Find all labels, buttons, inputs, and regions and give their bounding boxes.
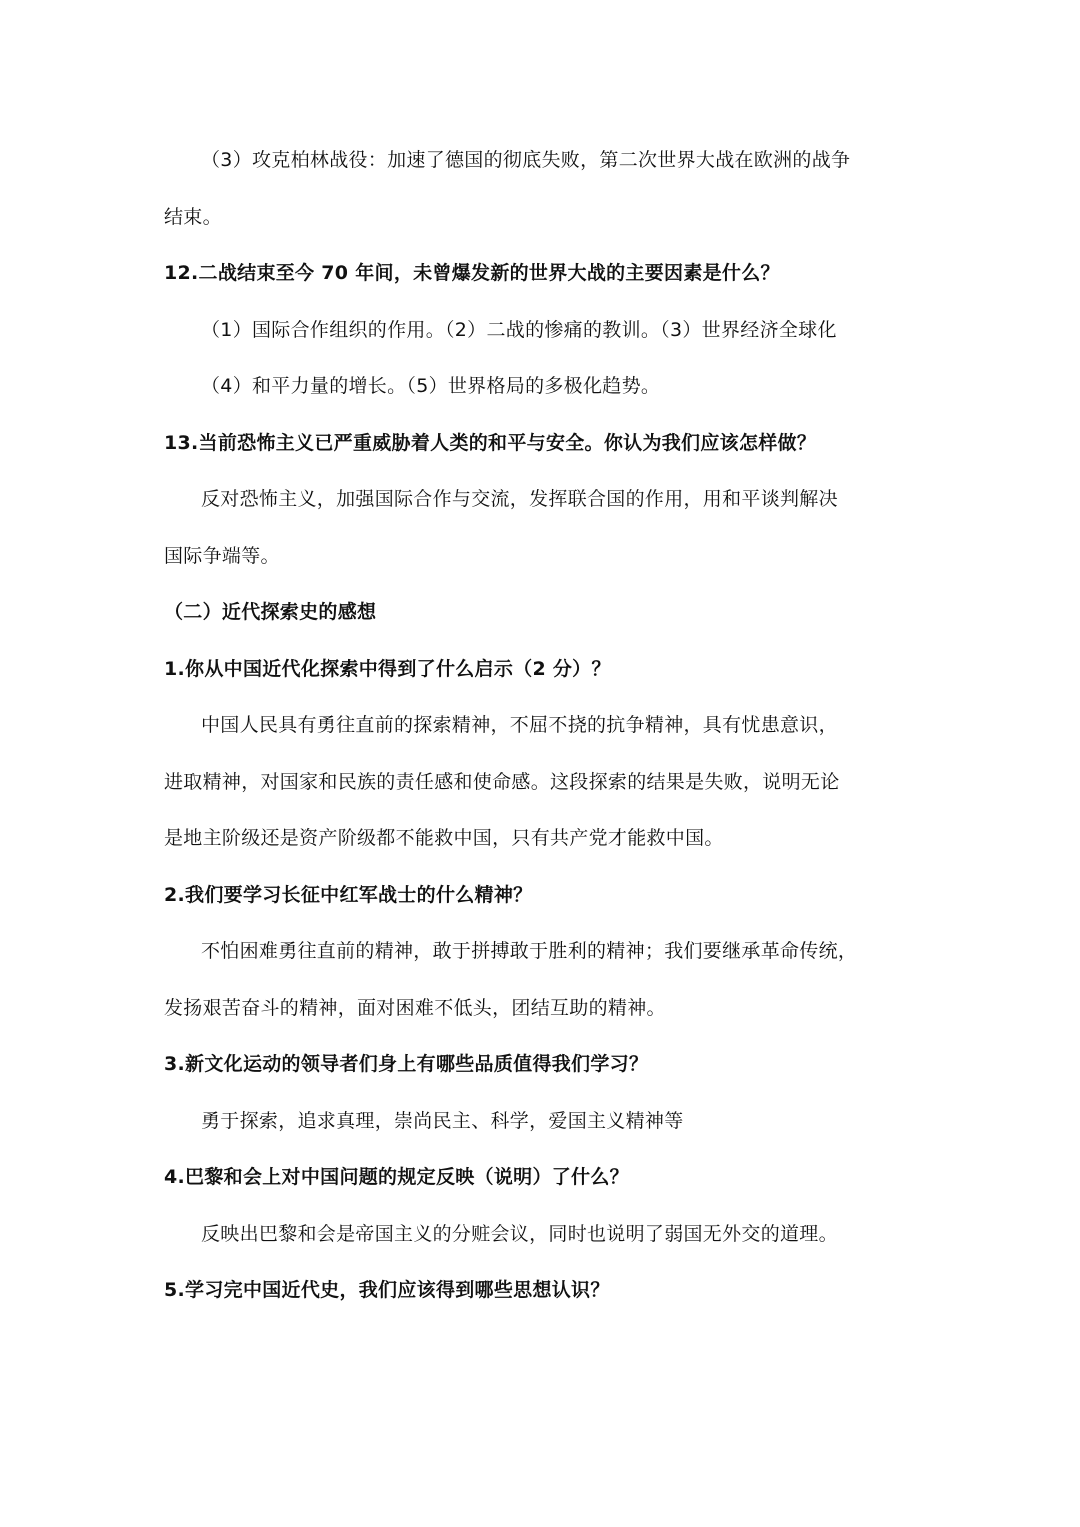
answer-line: （1）国际合作组织的作用。（2）二战的惨痛的教训。（3）世界经济全球化 [201, 319, 837, 341]
answer-line: 不怕困难勇往直前的精神，敢于拼搏敢于胜利的精神；我们要继承革命传统， [201, 940, 858, 962]
answer-line: 反映出巴黎和会是帝国主义的分赃会议，同时也说明了弱国无外交的道理。 [201, 1223, 838, 1245]
answer-line: 是地主阶级还是资产阶级都不能救中国，只有共产党才能救中国。 [164, 827, 724, 849]
question-heading: 4.巴黎和会上对中国问题的规定反映（说明）了什么？ [164, 1166, 629, 1188]
answer-line: 发扬艰苦奋斗的精神，面对困难不低头，团结互助的精神。 [164, 997, 666, 1019]
question-heading: 1.你从中国近代化探索中得到了什么启示（2 分）？ [164, 658, 611, 680]
answer-line: 勇于探索，追求真理，崇尚民主、科学，爱国主义精神等 [201, 1110, 684, 1132]
answer-line: （3）攻克柏林战役：加速了德国的彻底失败，第二次世界大战在欧洲的战争 [201, 149, 851, 171]
answer-line: 结束。 [164, 206, 222, 228]
question-heading: 5.学习完中国近代史，我们应该得到哪些思想认识？ [164, 1279, 610, 1301]
question-heading: 3.新文化运动的领导者们身上有哪些品质值得我们学习？ [164, 1053, 649, 1075]
answer-line: （4）和平力量的增长。（5）世界格局的多极化趋势。 [201, 375, 661, 397]
answer-line: 中国人民具有勇往直前的探索精神，不屈不挠的抗争精神，具有忧患意识， [201, 714, 838, 736]
question-heading: 12.二战结束至今 70 年间，未曾爆发新的世界大战的主要因素是什么？ [164, 262, 780, 284]
section-heading: （二）近代探索史的感想 [164, 601, 377, 623]
question-heading: 13.当前恐怖主义已严重威胁着人类的和平与安全。你认为我们应该怎样做？ [164, 432, 817, 454]
answer-line: 反对恐怖主义，加强国际合作与交流，发挥联合国的作用，用和平谈判解决 [201, 488, 838, 510]
answer-line: 国际争端等。 [164, 545, 280, 567]
question-heading: 2.我们要学习长征中红军战士的什么精神？ [164, 884, 533, 906]
answer-line: 进取精神，对国家和民族的责任感和使命感。这段探索的结果是失败，说明无论 [164, 771, 840, 793]
